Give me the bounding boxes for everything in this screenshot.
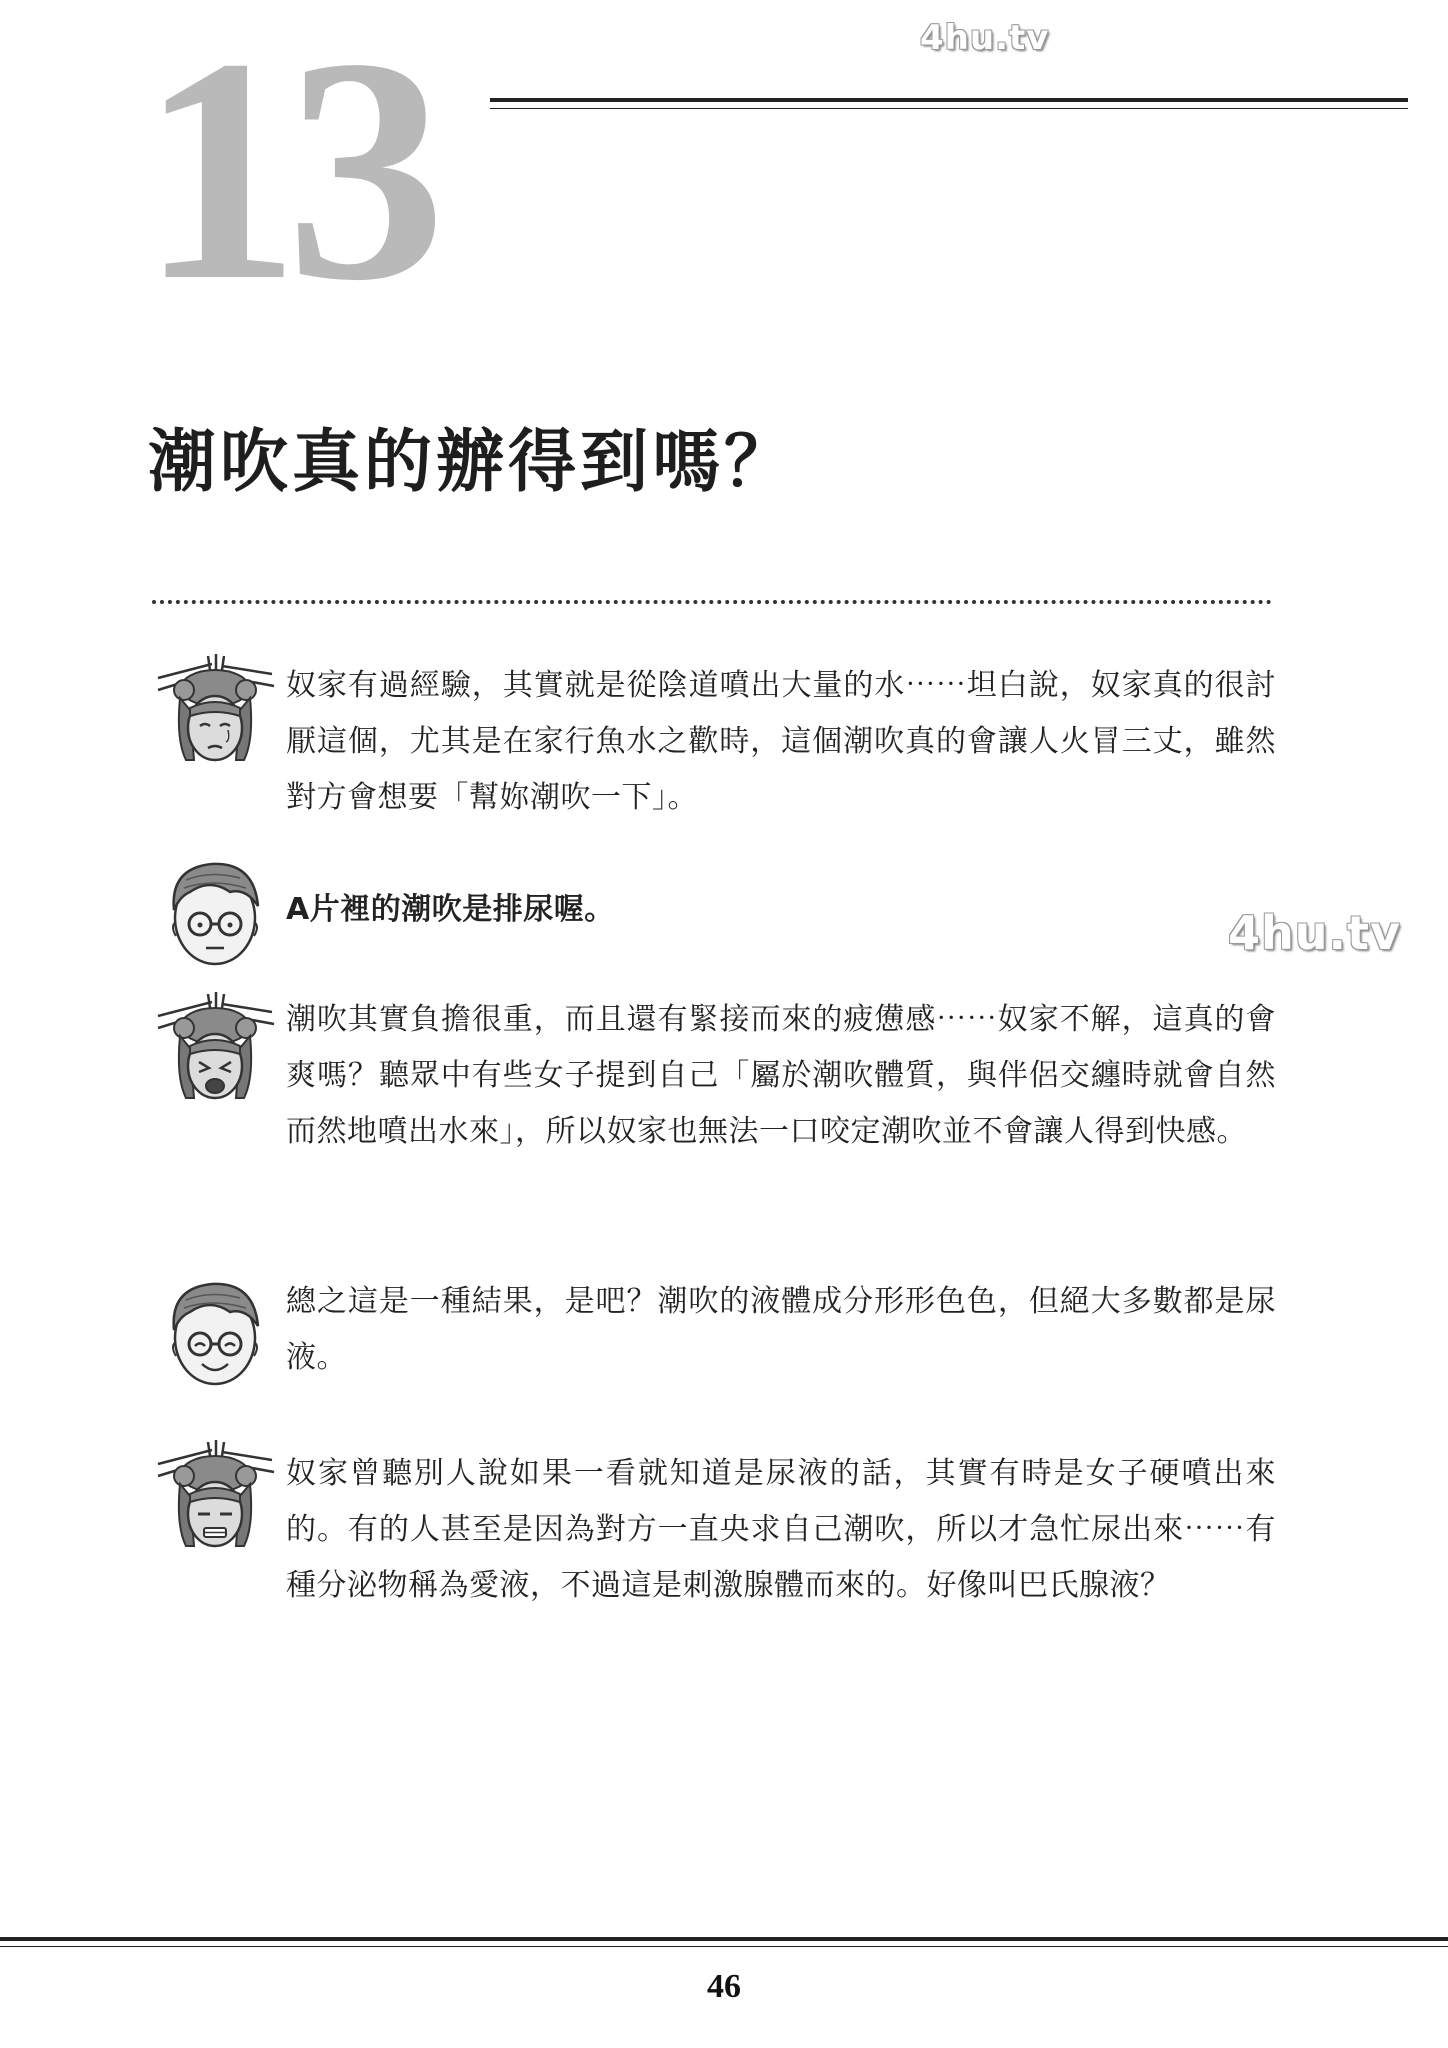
dialogue-text-2: A片裡的潮吹是排尿喔。 xyxy=(286,892,615,927)
dialogue-text-3: 潮吹其實負擔很重，而且還有緊接而來的疲憊感⋯⋯奴家不解，這真的會爽嗎？聽眾中有些女子提到自己「屬於潮吹體質，與伴侶交纏時就會自然而然地噴出水來」，所以奴家也無法一口咬定潮吹並不會讓人得到快感。 xyxy=(286,1002,1276,1149)
man-glasses-smiling-icon xyxy=(150,1268,280,1398)
dialogue-text-1: 奴家有過經驗，其實就是從陰道噴出大量的水⋯⋯坦白說，奴家真的很討厭這個，尤其是在家行魚水之歡時，這個潮吹真的會讓人火冒三丈，雖然對方會想要「幫妳潮吹一下」。 xyxy=(286,668,1276,815)
man-glasses-icon xyxy=(150,848,280,978)
woman-hair-ornament-worried-icon xyxy=(150,650,280,780)
woman-hair-ornament-sulking-icon xyxy=(150,1436,280,1566)
header-rule-thin xyxy=(490,108,1408,109)
dialogue-text-4: 總之這是一種結果，是吧？潮吹的液體成分形形色色，但絕大多數都是尿液。 xyxy=(286,1284,1276,1375)
dotted-divider xyxy=(152,600,1272,604)
page-title: 潮吹真的辦得到嗎？ xyxy=(148,422,797,502)
watermark-middle: 4hu.tv xyxy=(1228,906,1401,960)
header-rule xyxy=(490,98,1408,102)
dialogue-text-5: 奴家曾聽別人說如果一看就知道是尿液的話，其實有時是女子硬噴出來的。有的人甚至是因為對方一直央求自己潮吹，所以才急忙尿出來⋯⋯有種分泌物稱為愛液，不過這是刺激腺體而來的。好像叫巴氏腺液？ xyxy=(286,1456,1276,1603)
woman-hair-ornament-crying-icon xyxy=(150,988,280,1118)
watermark-top: 4hu.tv xyxy=(920,18,1050,58)
footer-rule xyxy=(0,1937,1448,1941)
page-number: 46 xyxy=(707,1968,741,2005)
chapter-number: 13 xyxy=(140,0,432,347)
footer-rule-thin xyxy=(0,1946,1448,1947)
